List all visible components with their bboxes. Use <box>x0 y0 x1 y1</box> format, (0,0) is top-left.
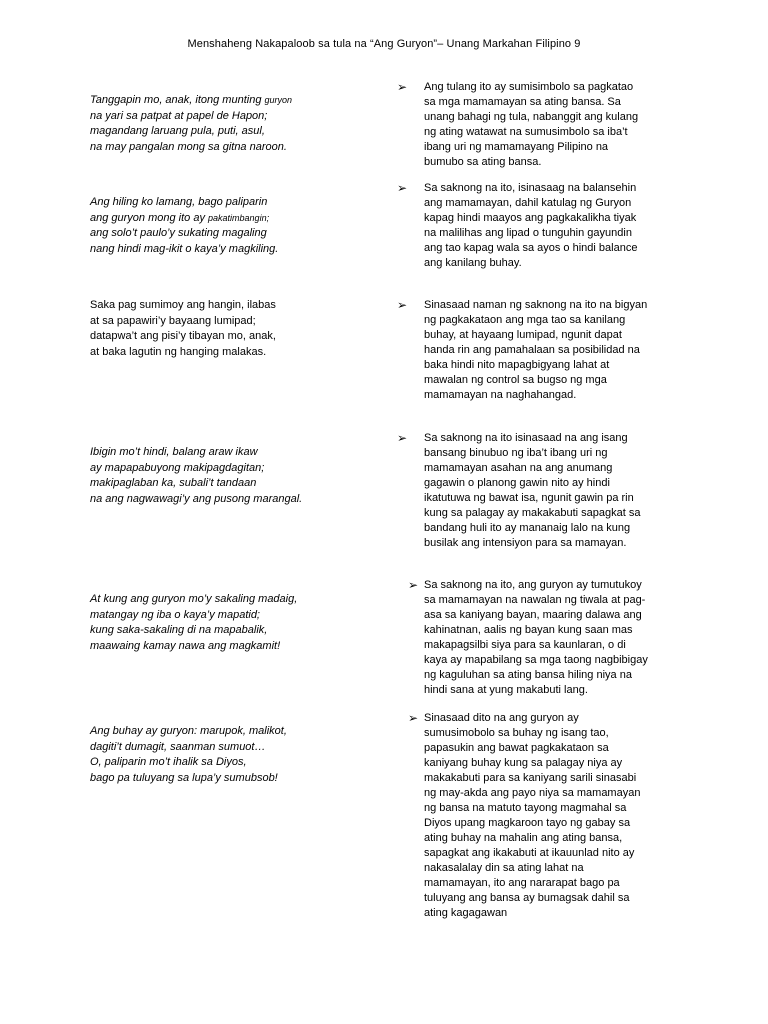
note-line: sapagkat ang ikakabuti at ikauunlad nito ay <box>424 847 635 859</box>
stanza-line: at sa papawiri’y bayaang lumipad; <box>90 314 256 327</box>
stanza-line: na ang nagwawagi’y ang pusong marangal. <box>90 492 303 505</box>
stanza-4 <box>90 445 390 507</box>
note-line: mawalan ng control sa bugso ng mga <box>424 374 607 386</box>
note-line: sa mga mamamayan sa ating bansa. Sa <box>424 96 621 108</box>
stanza-line: at baka lagutin ng hanging malakas. <box>90 345 267 358</box>
stanza-line: O, paliparin mo’t ihalik sa Diyos, <box>90 756 247 768</box>
note-line: tuluyang ang bansa ay bumagsak dahil sa <box>424 892 630 904</box>
note-line: ibang uri ng mamamayang Pilipino na <box>424 141 609 153</box>
stanza-3 <box>90 298 390 360</box>
stanza-line: nang hindi mag-ikit o kaya’y magkiling. <box>90 242 279 255</box>
stanza-line: ang solo’t paulo’y sukating magaling <box>90 227 267 239</box>
note-line: ng kaguluhan sa ating bansa hiling niya na <box>424 669 632 681</box>
note-line: gagawin o planong gawin nito ay hindi <box>424 477 610 489</box>
stanza-line: Saka pag sumimoy ang hangin, ilabas <box>90 299 276 311</box>
note-line: mamamayan asahan na ang anumang <box>424 462 613 474</box>
stanza-line: kung saka-sakaling di na mapabalik, <box>90 624 268 636</box>
stanza-6 <box>90 724 390 786</box>
note-line: ng pagkakataon ang mga tao sa kanilang <box>424 314 626 326</box>
note-5 <box>424 578 679 698</box>
stanza-line: makipaglaban ka, subali’t tandaan <box>90 477 257 489</box>
page-title: Menshaheng Nakapaloob sa tula na “Ang Guryon”– Unang Markahan Filipino 9 <box>187 38 581 50</box>
note-line: baka hindi nito mapagbigyang lahat at <box>424 359 610 371</box>
note-line: ating buhay na mahalin ang ating bansa, <box>424 832 623 844</box>
note-line: kahinatnan, aalis ng bayan kung saan mas <box>424 624 633 636</box>
stanza-5 <box>90 592 390 654</box>
note-line: ang mamamayan, dahil katulag ng Guryon <box>424 197 632 209</box>
stanza-line: dagiti’t dumagit, saanman sumuot… <box>90 740 266 753</box>
stanza-line: ang guryon mong ito ay pakatimbangin; <box>90 211 270 224</box>
note-line: bumubo sa ating bansa. <box>424 156 542 168</box>
note-line: ng bansa na matuto tayong magmahal sa <box>424 802 627 814</box>
note-line: Sinasaad dito na ang guryon ay <box>424 712 579 724</box>
note-line: ikatutuwa ng bawat isa, ngunit gawin pa rin <box>424 492 634 504</box>
stanza-line: Ibigin mo’t hindi, balang araw ikaw <box>90 446 258 458</box>
note-line: papasukin ang bawat pagkakataon sa <box>424 742 609 754</box>
note-line: makapagsilbi siya para sa kaunlaran, o di <box>424 639 626 651</box>
stanza-line: na may pangalan mong sa gitna naroon. <box>90 140 287 153</box>
note-3 <box>424 298 679 403</box>
stanza-line: At kung ang guryon mo’y sakaling madaig, <box>90 593 298 605</box>
note-line: kaya ay mapabilang sa mga taong nagbibigay <box>424 654 648 666</box>
stanza-line: ay mapapabuyong makipagdagitan; <box>90 461 265 474</box>
stanza-1 <box>90 93 390 155</box>
note-line: ating kagagawan <box>424 907 508 919</box>
arrow-bullet-icon: ➢ <box>408 578 419 592</box>
stanza-line: matangay ng iba o kaya’y mapatid; <box>90 608 260 621</box>
note-line: ng ating watawat na sumusimbolo sa iba’t <box>424 126 628 138</box>
note-line: sa mamamayan na nawalan ng tiwala at pag- <box>424 594 646 606</box>
note-line: kapag hindi maayos ang pagkakalikha tiyak <box>424 212 637 224</box>
stanza-line: Tanggapin mo, anak, itong munting guryon <box>90 94 293 106</box>
note-line: Sa saknong na ito, ang guryon ay tumutukoy <box>424 579 642 591</box>
stanza-2 <box>90 195 390 257</box>
stanza-line: magandang laruang pula, puti, asul, <box>90 125 265 137</box>
stanza-line: Ang buhay ay guryon: marupok, malikot, <box>90 725 287 737</box>
note-1 <box>424 80 679 170</box>
note-line: buhay, at hayaang lumipad, ngunit dapat <box>424 329 622 341</box>
arrow-bullet-icon: ➢ <box>397 298 408 312</box>
note-line: na malilihas ang lipad o tunguhin gayundin <box>424 227 632 239</box>
arrow-bullet-icon: ➢ <box>397 80 408 94</box>
note-line: mamamayan, ito ang nararapat bago pa <box>424 877 620 889</box>
note-line: Diyos upang magkaroon tayo ng gabay sa <box>424 817 631 829</box>
note-line: mamamayan na naghahangad. <box>424 389 577 401</box>
note-line: hindi sana at yung makabuti lang. <box>424 684 588 696</box>
note-line: nakasalalay din sa ating lahat na <box>424 862 584 874</box>
note-line: kaniyang buhay kung sa palagay niya ay <box>424 757 623 769</box>
stanza-line: bago pa tuluyang sa lupa’y sumubsob! <box>90 771 278 784</box>
note-line: handa rin ang pamahalaan sa posibilidad na <box>424 344 640 356</box>
stanza-line: Ang hiling ko lamang, bago paliparin <box>90 196 268 208</box>
note-line: ng may-akda ang payo niya sa mamamayan <box>424 787 641 799</box>
note-line: Ang tulang ito ay sumisimbolo sa pagkatao <box>424 81 634 93</box>
arrow-bullet-icon: ➢ <box>408 711 419 725</box>
stanza-line: datapwa’t ang pisi’y tibayan mo, anak, <box>90 330 276 342</box>
note-2 <box>424 181 679 271</box>
note-line: ang kanilang buhay. <box>424 257 522 269</box>
note-4 <box>424 431 679 551</box>
note-line: Sa saknong na ito isinasaad na ang isang <box>424 432 628 444</box>
stanza-line: na yari sa patpat at papel de Hapon; <box>90 109 268 122</box>
note-line: sumusimobolo sa buhay ng isang tao, <box>424 727 609 739</box>
note-line: bandang huli ito ay mananaig lalo na kung <box>424 522 631 534</box>
stanza-line: maawaing kamay nawa ang magkamit! <box>90 639 281 652</box>
note-line: busilak ang intensiyon para sa mamayan. <box>424 537 627 549</box>
note-line: ang tao kapag wala sa ayos o hindi balance <box>424 242 638 254</box>
arrow-bullet-icon: ➢ <box>397 431 408 445</box>
note-line: kung sa palagay ay makakabuti sapagkat sa <box>424 507 641 519</box>
note-line: makakabuti para sa kaniyang sarili sinasabi <box>424 772 637 784</box>
note-6 <box>424 711 679 921</box>
note-line: Sinasaad naman ng saknong na ito na bigyan <box>424 299 648 311</box>
note-line: Sa saknong na ito, isinasaag na balansehin <box>424 182 637 194</box>
note-line: unang bahagi ng tula, nabanggit ang kulang <box>424 111 639 123</box>
note-line: asa sa kaniyang bayan, maaring dalawa ang <box>424 609 642 621</box>
arrow-bullet-icon: ➢ <box>397 181 408 195</box>
note-line: bansang binubuo ng iba’t ibang uri ng <box>424 447 608 459</box>
